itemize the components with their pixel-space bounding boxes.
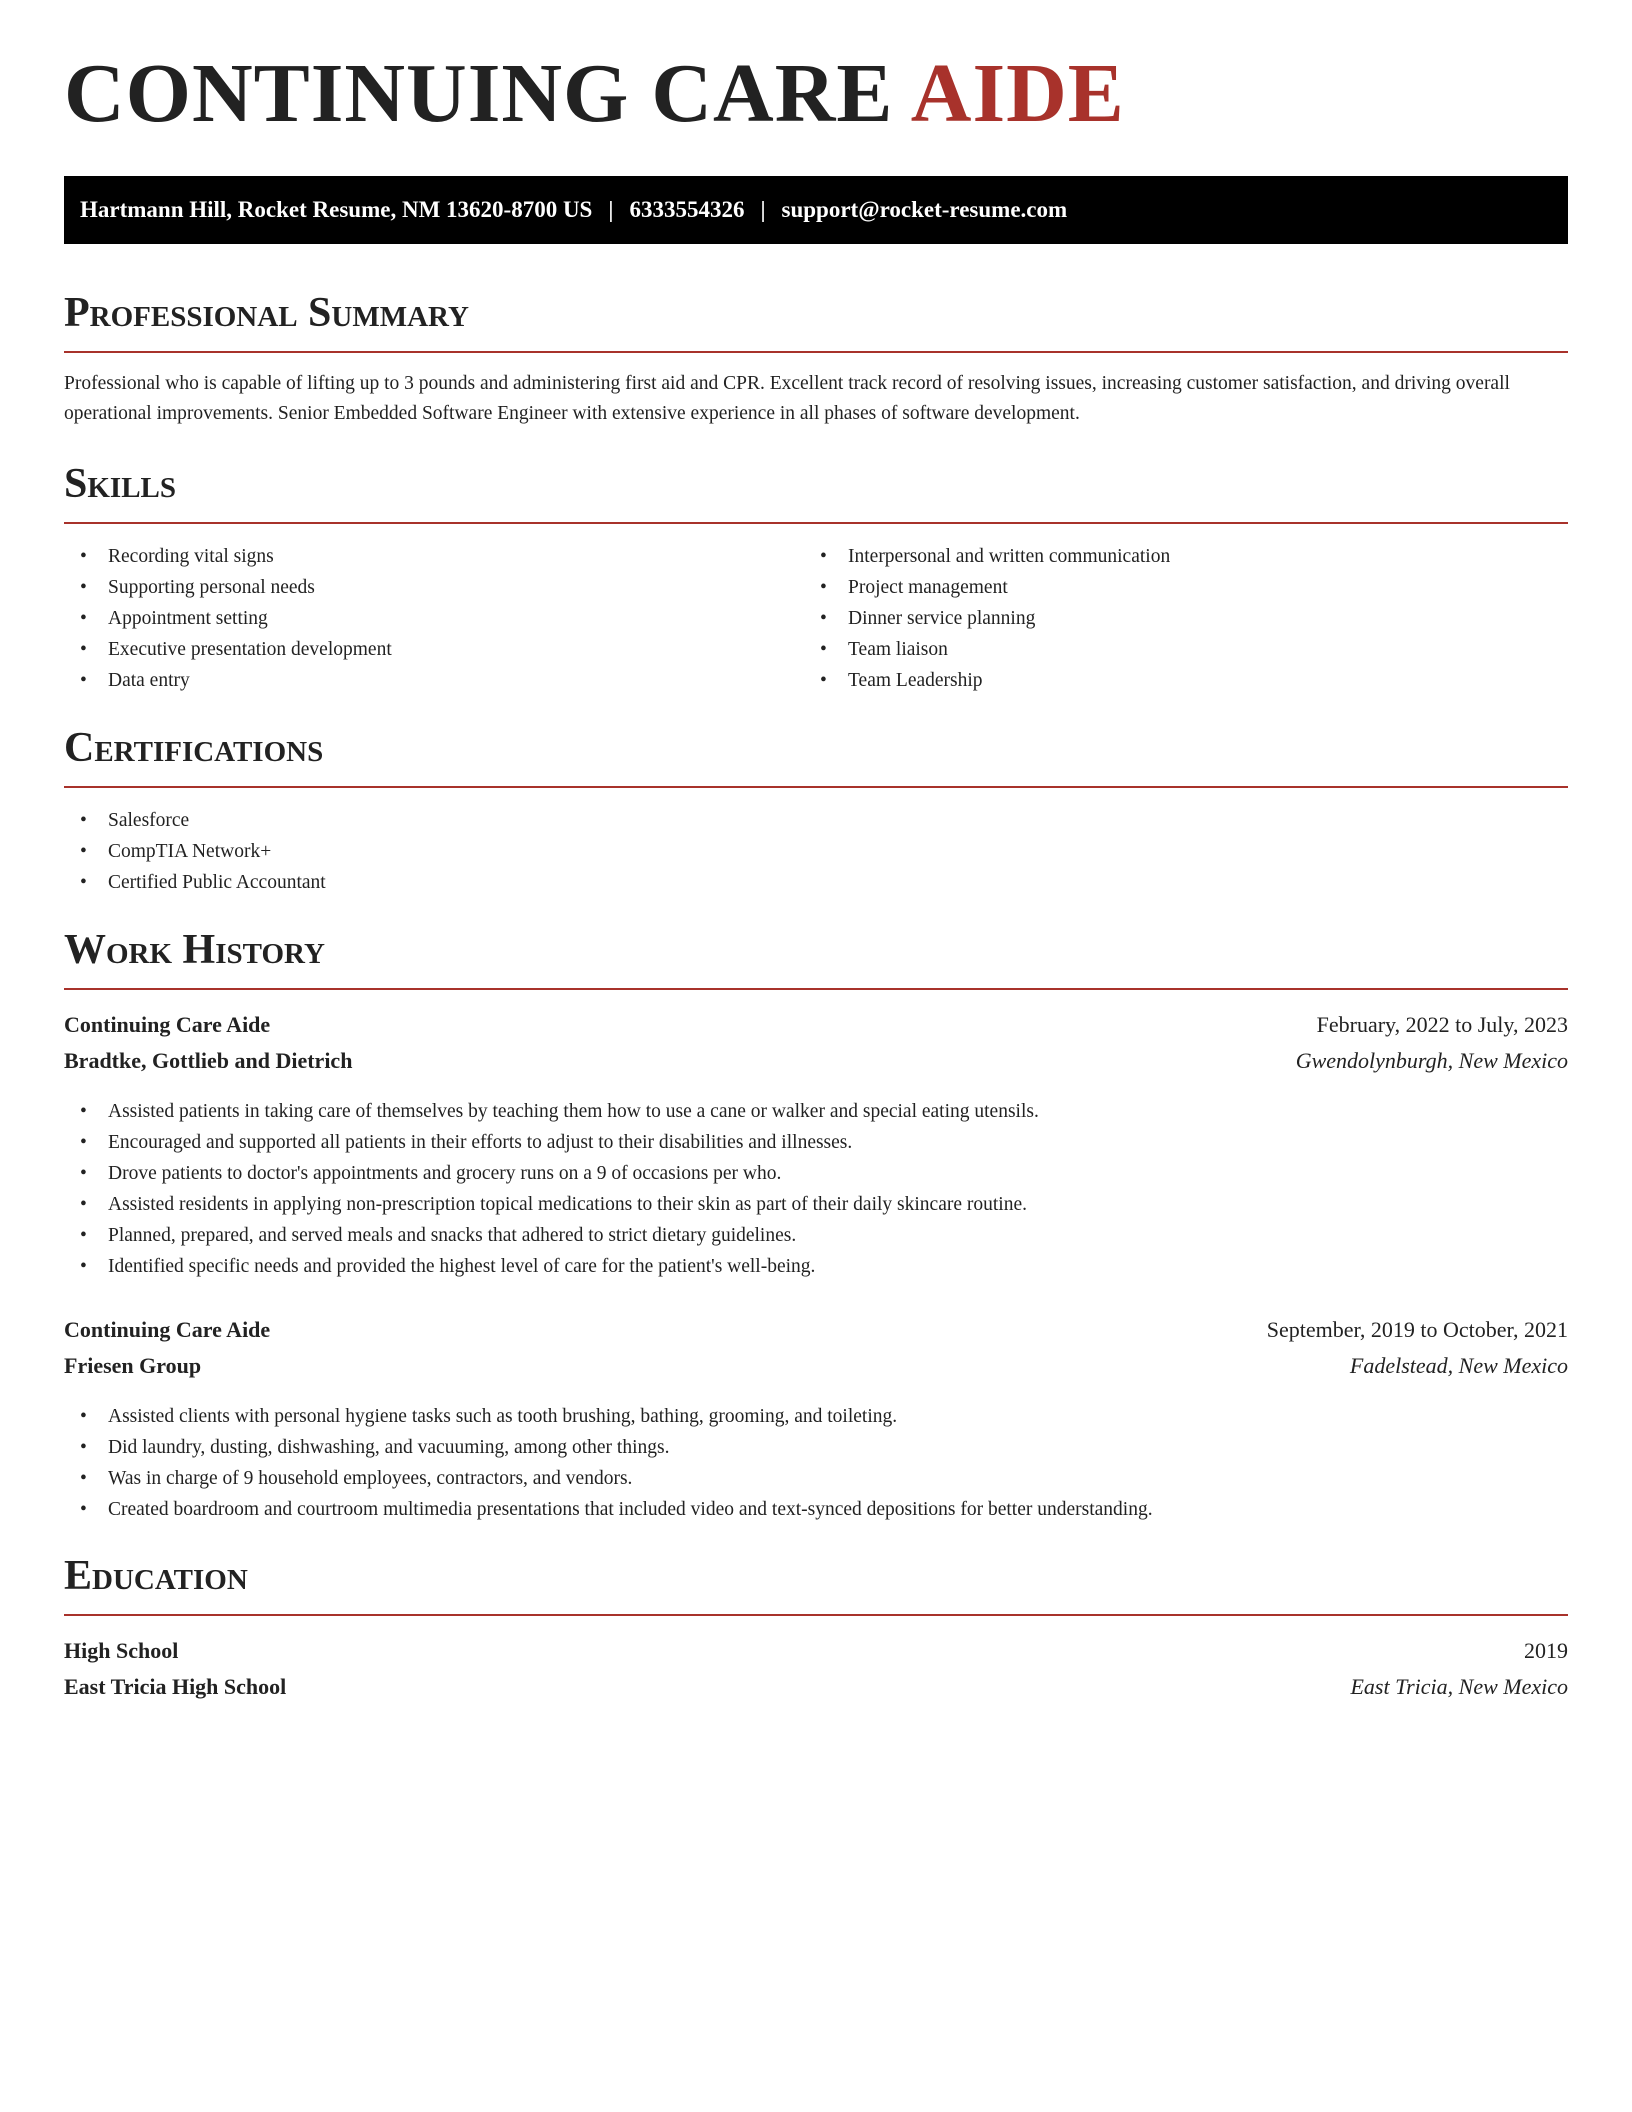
skills-heading: Skills [64,461,177,507]
job-duty-item: • Encouraged and supported all patients in their efforts to adjust to their disabilities and illnesses. [64,1127,1568,1158]
skill-item: • Appointment setting [64,603,804,634]
skill-item: • Recording vital signs [64,541,804,572]
summary-text: Professional who is capable of lifting up to 3 pounds and administering first aid and CPR. Excellent track record of resolving issues, increasing customer satisfaction, and driving overall operational improvements. Senior Embedded Software Engineer with extensive experience in all phases of software development. [64,373,1510,424]
job-company-row [64,1349,1568,1383]
certification-item: • Salesforce [64,805,1568,836]
skill-item: • Dinner service planning [804,603,1568,634]
title-main: CONTINUING CARE [64,47,894,140]
certification-item: • CompTIA Network+ [64,836,1568,867]
skills-list-right [804,541,1568,696]
skill-item: • Interpersonal and written communication [804,541,1568,572]
education-degree: High School [64,1638,179,1663]
job-duty-item: • Did laundry, dusting, dishwashing, and vacuuming, among other things. [64,1432,1568,1463]
section-divider [64,1614,1568,1616]
education-heading: Education [64,1553,248,1599]
summary-heading: Professional Summary [64,290,469,336]
skills-list-left [64,541,804,696]
job-location: Fadelstead, New Mexico [1349,1353,1568,1378]
certification-item: • Certified Public Accountant [64,867,1568,898]
job-company: Bradtke, Gottlieb and Dietrich [64,1048,353,1073]
job-duties-list [64,1401,1568,1525]
certifications-list [64,805,1568,898]
job-location: Gwendolynburgh, New Mexico [1295,1048,1568,1073]
education-school: East Tricia High School [64,1674,287,1699]
job-dates: September, 2019 to October, 2021 [1266,1317,1568,1342]
education-location: East Tricia, New Mexico [1350,1674,1568,1699]
skill-item: • Data entry [64,665,804,696]
job-duty-item: • Identified specific needs and provided the highest level of care for the patient's well-being. [64,1251,1568,1282]
job-dates: February, 2022 to July, 2023 [1316,1012,1568,1037]
education-school-row [64,1670,1568,1704]
contact-separator: | [608,197,614,222]
job-title: Continuing Care Aide [64,1317,271,1342]
section-divider [64,988,1568,990]
job-company: Friesen Group [64,1353,202,1378]
skill-item: • Team liaison [804,634,1568,665]
job-duty-item: • Was in charge of 9 household employees, contractors, and vendors. [64,1463,1568,1494]
skill-item: • Supporting personal needs [64,572,804,603]
section-divider [64,522,1568,524]
job-title-row [64,1008,1568,1042]
skill-item: • Executive presentation development [64,634,804,665]
contact-separator: | [760,197,766,222]
job-title: Continuing Care Aide [64,1012,271,1037]
education-year: 2019 [1524,1638,1568,1663]
education-degree-row [64,1634,1568,1668]
job-duty-item: • Planned, prepared, and served meals and snacks that adhered to strict dietary guidelines. [64,1220,1568,1251]
contact-email[interactable]: support@rocket-resume.com [781,197,1068,222]
job-duty-item: • Created boardroom and courtroom multimedia presentations that included video and text-synced depositions for better understanding. [64,1494,1568,1525]
job-duty-item: • Assisted residents in applying non-prescription topical medications to their skin as part of their daily skincare routine. [64,1189,1568,1220]
job-duty-item: • Assisted patients in taking care of themselves by teaching them how to use a cane or walker and special eating utensils. [64,1096,1568,1127]
job-company-row [64,1044,1568,1078]
contact-bar [64,176,1568,244]
certifications-heading: Certifications [64,725,324,771]
skill-item: • Project management [804,572,1568,603]
job-duty-item: • Drove patients to doctor's appointments and grocery runs on a 9 of occasions per who. [64,1158,1568,1189]
job-duty-item: • Assisted clients with personal hygiene tasks such as tooth brushing, bathing, grooming, and toileting. [64,1401,1568,1432]
section-divider [64,786,1568,788]
title-accent: AIDE [910,47,1125,140]
section-divider [64,351,1568,353]
contact-address: Hartmann Hill, Rocket Resume, NM 13620-8700 US [80,197,593,222]
resume-title [64,47,1125,140]
job-duties-list [64,1096,1568,1282]
job-title-row [64,1313,1568,1347]
contact-phone[interactable]: 6333554326 [629,197,745,222]
work-history-heading: Work History [64,927,325,973]
skill-item: • Team Leadership [804,665,1568,696]
